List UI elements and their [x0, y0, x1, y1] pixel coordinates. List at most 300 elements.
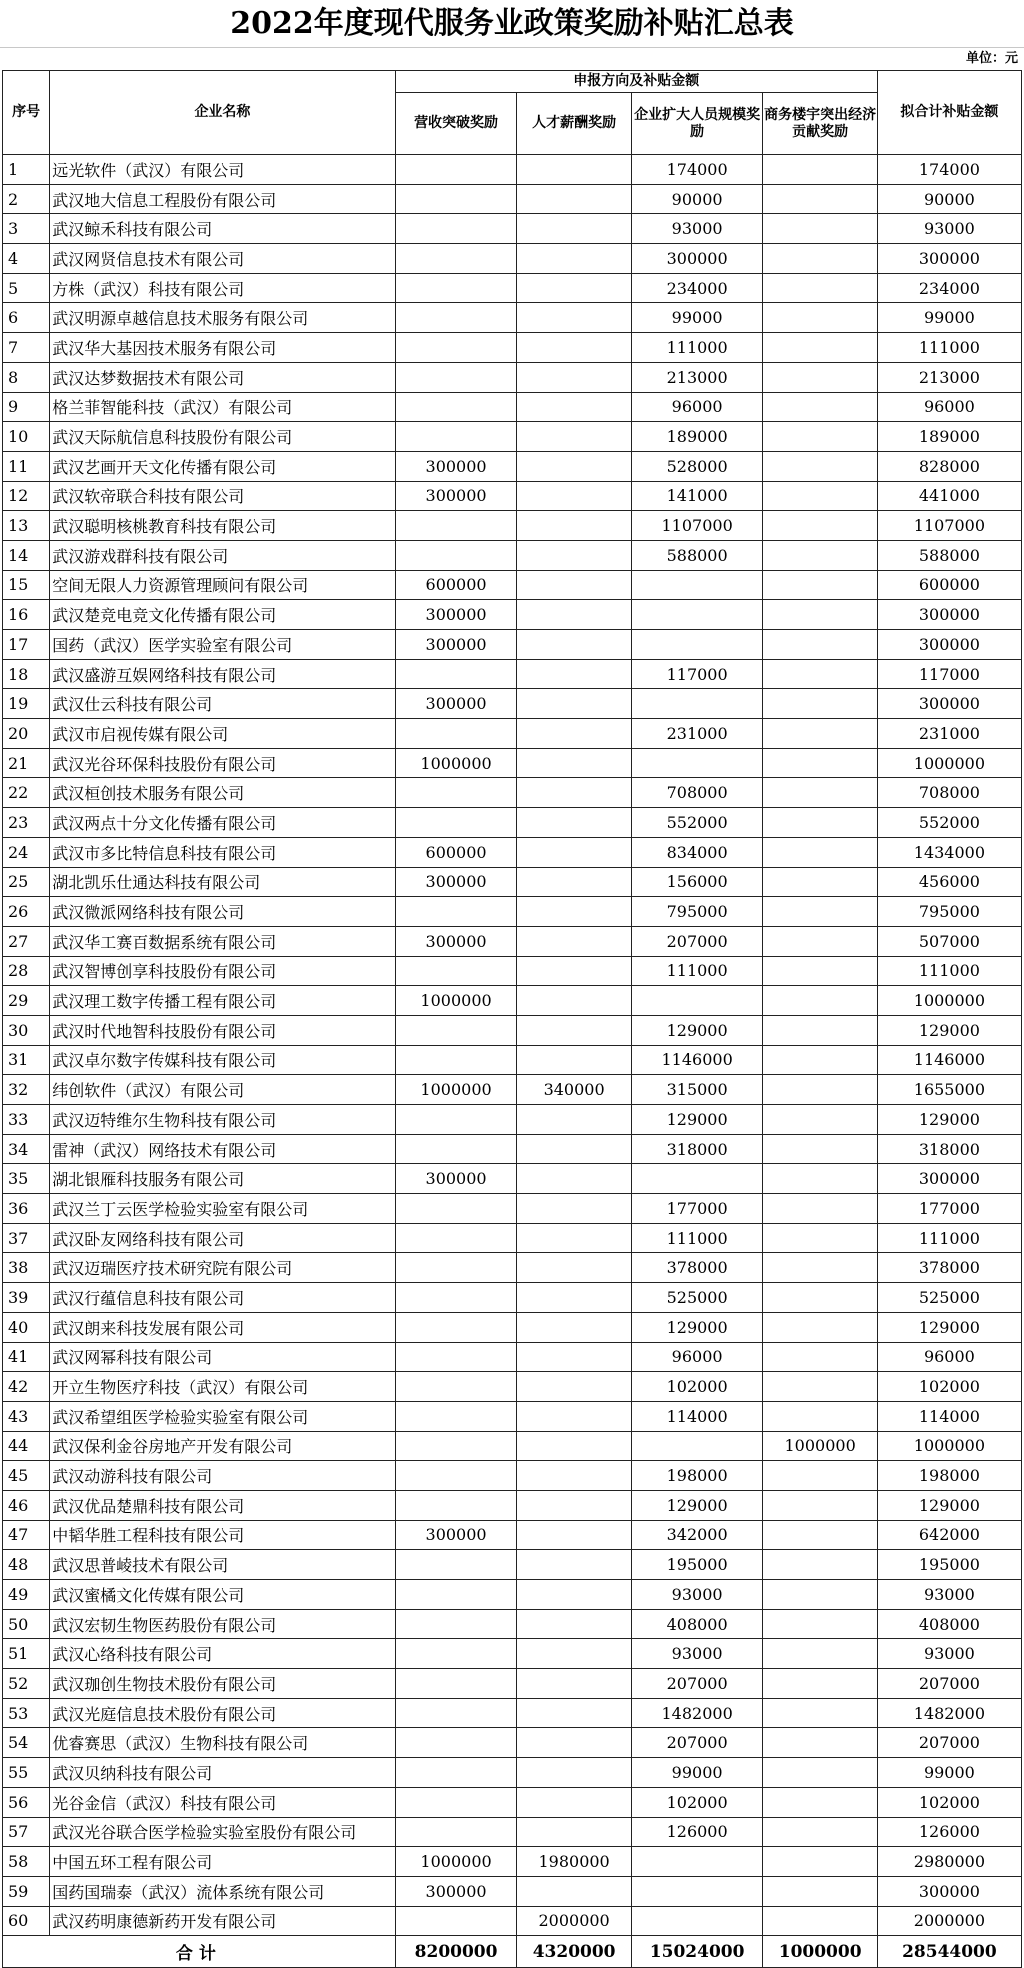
header-revenue: 营收突破奖励 [395, 93, 517, 155]
cell-revenue: 300000 [395, 1164, 517, 1194]
cell-index: 16 [3, 600, 50, 630]
cell-expansion: 189000 [631, 422, 763, 452]
table-row [3, 1253, 1022, 1283]
cell-expansion: 213000 [631, 362, 763, 392]
cell-total: 318000 [877, 1134, 1021, 1164]
cell-expansion [631, 630, 763, 660]
cell-expansion: 300000 [631, 244, 763, 274]
table-row [3, 570, 1022, 600]
cell-total: 126000 [877, 1817, 1021, 1847]
cell-building [763, 451, 877, 481]
cell-company: 武汉智博创享科技股份有限公司 [50, 956, 395, 986]
cell-building [763, 422, 877, 452]
cell-total: 507000 [877, 926, 1021, 956]
cell-building [763, 689, 877, 719]
cell-building [763, 1461, 877, 1491]
total-expansion: 15024000 [631, 1936, 763, 1968]
cell-expansion: 102000 [631, 1787, 763, 1817]
cell-company: 武汉微派网络科技有限公司 [50, 897, 395, 927]
cell-building [763, 1015, 877, 1045]
cell-talent [517, 1134, 631, 1164]
cell-index: 41 [3, 1342, 50, 1372]
cell-expansion: 795000 [631, 897, 763, 927]
cell-building [763, 1134, 877, 1164]
cell-index: 38 [3, 1253, 50, 1283]
cell-building [763, 362, 877, 392]
cell-talent [517, 897, 631, 927]
cell-index: 15 [3, 570, 50, 600]
subsidy-table [2, 70, 1022, 1968]
cell-total: 1482000 [877, 1698, 1021, 1728]
cell-index: 26 [3, 897, 50, 927]
cell-revenue: 300000 [395, 1876, 517, 1906]
cell-index: 28 [3, 956, 50, 986]
cell-total: 174000 [877, 155, 1021, 185]
cell-total: 300000 [877, 1876, 1021, 1906]
cell-building [763, 1164, 877, 1194]
cell-expansion: 708000 [631, 778, 763, 808]
header-building: 商务楼宇突出经济贡献奖励 [763, 93, 877, 155]
cell-company: 武汉游戏群科技有限公司 [50, 540, 395, 570]
cell-expansion: 207000 [631, 1669, 763, 1699]
cell-total: 96000 [877, 1342, 1021, 1372]
cell-revenue: 300000 [395, 867, 517, 897]
table-row [3, 540, 1022, 570]
cell-building [763, 1253, 877, 1283]
table-row [3, 1431, 1022, 1461]
cell-revenue [395, 540, 517, 570]
cell-total: 129000 [877, 1490, 1021, 1520]
cell-index: 58 [3, 1847, 50, 1877]
cell-index: 32 [3, 1075, 50, 1105]
cell-revenue [395, 1223, 517, 1253]
cell-building [763, 1194, 877, 1224]
cell-index: 14 [3, 540, 50, 570]
table-row [3, 837, 1022, 867]
cell-total: 129000 [877, 1015, 1021, 1045]
cell-building [763, 392, 877, 422]
cell-expansion: 1482000 [631, 1698, 763, 1728]
cell-expansion: 126000 [631, 1817, 763, 1847]
cell-revenue: 300000 [395, 689, 517, 719]
cell-building [763, 1609, 877, 1639]
cell-revenue [395, 897, 517, 927]
cell-revenue [395, 1698, 517, 1728]
cell-talent [517, 540, 631, 570]
table-row [3, 511, 1022, 541]
cell-talent [517, 1639, 631, 1669]
cell-building [763, 1342, 877, 1372]
table-row [3, 244, 1022, 274]
total-revenue: 8200000 [395, 1936, 517, 1968]
cell-total: 378000 [877, 1253, 1021, 1283]
cell-talent [517, 1817, 631, 1847]
cell-revenue [395, 333, 517, 363]
cell-revenue [395, 1787, 517, 1817]
cell-building [763, 303, 877, 333]
table-row [3, 1223, 1022, 1253]
cell-total: 408000 [877, 1609, 1021, 1639]
cell-total: 189000 [877, 422, 1021, 452]
cell-building [763, 1105, 877, 1135]
cell-index: 21 [3, 748, 50, 778]
cell-total: 600000 [877, 570, 1021, 600]
table-row [3, 1787, 1022, 1817]
cell-total: 111000 [877, 1223, 1021, 1253]
table-row [3, 1728, 1022, 1758]
cell-building [763, 778, 877, 808]
cell-talent [517, 1490, 631, 1520]
cell-talent [517, 184, 631, 214]
cell-total: 1000000 [877, 748, 1021, 778]
cell-total: 1655000 [877, 1075, 1021, 1105]
table-row [3, 1342, 1022, 1372]
cell-talent [517, 422, 631, 452]
cell-index: 4 [3, 244, 50, 274]
cell-index: 37 [3, 1223, 50, 1253]
cell-talent [517, 808, 631, 838]
cell-index: 31 [3, 1045, 50, 1075]
table-row [3, 808, 1022, 838]
cell-company: 武汉药明康德新药开发有限公司 [50, 1906, 395, 1936]
cell-expansion: 156000 [631, 867, 763, 897]
cell-total: 231000 [877, 719, 1021, 749]
cell-building: 1000000 [763, 1431, 877, 1461]
cell-talent [517, 778, 631, 808]
cell-total: 300000 [877, 1164, 1021, 1194]
total-amount: 28544000 [877, 1936, 1021, 1968]
cell-index: 3 [3, 214, 50, 244]
table-row [3, 392, 1022, 422]
table-row [3, 1283, 1022, 1313]
cell-company: 武汉蜜橘文化传媒有限公司 [50, 1580, 395, 1610]
cell-total: 207000 [877, 1728, 1021, 1758]
cell-index: 50 [3, 1609, 50, 1639]
cell-index: 9 [3, 392, 50, 422]
cell-index: 24 [3, 837, 50, 867]
cell-expansion: 207000 [631, 1728, 763, 1758]
cell-talent [517, 837, 631, 867]
cell-company: 武汉华工赛百数据系统有限公司 [50, 926, 395, 956]
cell-total: 129000 [877, 1105, 1021, 1135]
cell-revenue [395, 1194, 517, 1224]
cell-company: 远光软件（武汉）有限公司 [50, 155, 395, 185]
cell-building [763, 1787, 877, 1817]
table-row [3, 600, 1022, 630]
cell-talent [517, 1580, 631, 1610]
cell-building [763, 1580, 877, 1610]
cell-talent [517, 1550, 631, 1580]
table-row [3, 719, 1022, 749]
cell-building [763, 1817, 877, 1847]
cell-talent [517, 570, 631, 600]
cell-company: 武汉时代地智科技股份有限公司 [50, 1015, 395, 1045]
cell-revenue [395, 214, 517, 244]
cell-revenue [395, 1342, 517, 1372]
table-row [3, 481, 1022, 511]
cell-revenue [395, 1728, 517, 1758]
cell-talent [517, 1461, 631, 1491]
cell-expansion: 129000 [631, 1490, 763, 1520]
cell-index: 40 [3, 1312, 50, 1342]
cell-index: 5 [3, 273, 50, 303]
cell-expansion: 234000 [631, 273, 763, 303]
cell-total: 195000 [877, 1550, 1021, 1580]
cell-revenue [395, 1372, 517, 1402]
cell-total: 99000 [877, 303, 1021, 333]
total-label: 合计 [3, 1936, 396, 1968]
cell-expansion [631, 1847, 763, 1877]
header-group: 申报方向及补贴金额 [395, 71, 877, 93]
cell-revenue [395, 362, 517, 392]
cell-revenue [395, 956, 517, 986]
table-row [3, 1847, 1022, 1877]
cell-index: 44 [3, 1431, 50, 1461]
cell-talent: 340000 [517, 1075, 631, 1105]
cell-total: 207000 [877, 1669, 1021, 1699]
table-row [3, 333, 1022, 363]
cell-expansion [631, 1164, 763, 1194]
table-row [3, 422, 1022, 452]
table-row [3, 1758, 1022, 1788]
cell-revenue [395, 1669, 517, 1699]
cell-revenue: 300000 [395, 600, 517, 630]
cell-expansion: 177000 [631, 1194, 763, 1224]
cell-building [763, 1372, 877, 1402]
cell-total: 129000 [877, 1312, 1021, 1342]
cell-building [763, 719, 877, 749]
cell-index: 36 [3, 1194, 50, 1224]
table-row [3, 1520, 1022, 1550]
cell-talent [517, 1253, 631, 1283]
cell-index: 54 [3, 1728, 50, 1758]
cell-talent [517, 1164, 631, 1194]
cell-building [763, 214, 877, 244]
cell-expansion: 588000 [631, 540, 763, 570]
cell-building [763, 1490, 877, 1520]
cell-revenue: 300000 [395, 481, 517, 511]
cell-total: 213000 [877, 362, 1021, 392]
cell-company: 国药（武汉）医学实验室有限公司 [50, 630, 395, 660]
cell-expansion: 90000 [631, 184, 763, 214]
cell-company: 中韬华胜工程科技有限公司 [50, 1520, 395, 1550]
cell-building [763, 1639, 877, 1669]
cell-company: 武汉明源卓越信息技术服务有限公司 [50, 303, 395, 333]
cell-expansion: 315000 [631, 1075, 763, 1105]
cell-expansion: 93000 [631, 1580, 763, 1610]
header-talent: 人才薪酬奖励 [517, 93, 631, 155]
cell-talent [517, 986, 631, 1016]
table-row [3, 689, 1022, 719]
cell-building [763, 1906, 877, 1936]
cell-company: 武汉聪明核桃教育科技有限公司 [50, 511, 395, 541]
cell-building [763, 1045, 877, 1075]
cell-expansion: 96000 [631, 1342, 763, 1372]
cell-index: 19 [3, 689, 50, 719]
cell-talent [517, 244, 631, 274]
cell-company: 武汉优品楚鼎科技有限公司 [50, 1490, 395, 1520]
table-row [3, 630, 1022, 660]
cell-building [763, 540, 877, 570]
cell-expansion: 408000 [631, 1609, 763, 1639]
cell-company: 武汉动游科技有限公司 [50, 1461, 395, 1491]
cell-company: 武汉网贤信息技术有限公司 [50, 244, 395, 274]
cell-expansion: 99000 [631, 1758, 763, 1788]
cell-company: 武汉光庭信息技术股份有限公司 [50, 1698, 395, 1728]
cell-total: 708000 [877, 778, 1021, 808]
table-row [3, 1075, 1022, 1105]
cell-revenue [395, 1817, 517, 1847]
cell-total: 117000 [877, 659, 1021, 689]
cell-expansion: 129000 [631, 1105, 763, 1135]
cell-building [763, 244, 877, 274]
cell-expansion: 111000 [631, 333, 763, 363]
cell-total: 93000 [877, 214, 1021, 244]
cell-company: 武汉桓创技术服务有限公司 [50, 778, 395, 808]
cell-company: 武汉贝纳科技有限公司 [50, 1758, 395, 1788]
cell-expansion: 528000 [631, 451, 763, 481]
cell-index: 56 [3, 1787, 50, 1817]
cell-total: 1000000 [877, 1431, 1021, 1461]
cell-index: 57 [3, 1817, 50, 1847]
cell-revenue [395, 511, 517, 541]
table-row [3, 1490, 1022, 1520]
header-total: 拟合计补贴金额 [877, 71, 1021, 155]
cell-index: 42 [3, 1372, 50, 1402]
cell-total: 300000 [877, 600, 1021, 630]
cell-revenue [395, 184, 517, 214]
table-row [3, 1817, 1022, 1847]
cell-expansion: 111000 [631, 956, 763, 986]
cell-index: 27 [3, 926, 50, 956]
table-row [3, 303, 1022, 333]
header-company: 企业名称 [50, 71, 395, 155]
cell-company: 武汉光谷联合医学检验实验室股份有限公司 [50, 1817, 395, 1847]
cell-expansion: 552000 [631, 808, 763, 838]
cell-expansion: 174000 [631, 155, 763, 185]
cell-total: 99000 [877, 1758, 1021, 1788]
cell-talent [517, 1105, 631, 1135]
cell-expansion [631, 689, 763, 719]
cell-revenue [395, 1758, 517, 1788]
cell-talent [517, 1758, 631, 1788]
cell-revenue [395, 422, 517, 452]
cell-revenue [395, 1490, 517, 1520]
cell-expansion: 129000 [631, 1015, 763, 1045]
cell-company: 武汉市启视传媒有限公司 [50, 719, 395, 749]
cell-total: 525000 [877, 1283, 1021, 1313]
cell-talent [517, 926, 631, 956]
cell-total: 300000 [877, 689, 1021, 719]
cell-building [763, 1758, 877, 1788]
cell-talent [517, 1283, 631, 1313]
total-row [3, 1936, 1022, 1968]
cell-revenue [395, 808, 517, 838]
header-expansion: 企业扩大人员规模奖励 [631, 93, 763, 155]
cell-revenue: 1000000 [395, 1075, 517, 1105]
table-row [3, 956, 1022, 986]
cell-talent [517, 867, 631, 897]
cell-total: 111000 [877, 956, 1021, 986]
table-body [3, 155, 1022, 1936]
cell-talent: 2000000 [517, 1906, 631, 1936]
cell-building [763, 837, 877, 867]
cell-revenue [395, 1461, 517, 1491]
cell-company: 格兰菲智能科技（武汉）有限公司 [50, 392, 395, 422]
cell-index: 17 [3, 630, 50, 660]
table-row [3, 1015, 1022, 1045]
cell-index: 10 [3, 422, 50, 452]
cell-building [763, 1075, 877, 1105]
cell-total: 552000 [877, 808, 1021, 838]
cell-talent [517, 1728, 631, 1758]
cell-expansion: 93000 [631, 214, 763, 244]
cell-talent [517, 214, 631, 244]
cell-company: 开立生物医疗科技（武汉）有限公司 [50, 1372, 395, 1402]
cell-building [763, 1728, 877, 1758]
cell-building [763, 570, 877, 600]
cell-building [763, 511, 877, 541]
cell-talent [517, 1372, 631, 1402]
cell-company: 武汉华大基因技术服务有限公司 [50, 333, 395, 363]
cell-revenue [395, 244, 517, 274]
cell-index: 18 [3, 659, 50, 689]
cell-company: 武汉卧友网络科技有限公司 [50, 1223, 395, 1253]
cell-expansion [631, 600, 763, 630]
cell-total: 588000 [877, 540, 1021, 570]
cell-total: 300000 [877, 244, 1021, 274]
cell-talent [517, 956, 631, 986]
cell-index: 34 [3, 1134, 50, 1164]
cell-revenue [395, 1134, 517, 1164]
cell-talent [517, 1401, 631, 1431]
cell-building [763, 333, 877, 363]
cell-building [763, 1401, 877, 1431]
cell-revenue [395, 303, 517, 333]
cell-talent: 1980000 [517, 1847, 631, 1877]
cell-total: 234000 [877, 273, 1021, 303]
cell-building [763, 986, 877, 1016]
cell-building [763, 1283, 877, 1313]
cell-company: 湖北银雁科技服务有限公司 [50, 1164, 395, 1194]
cell-company: 武汉盛游互娱网络科技有限公司 [50, 659, 395, 689]
cell-revenue [395, 1609, 517, 1639]
cell-building [763, 155, 877, 185]
cell-index: 52 [3, 1669, 50, 1699]
table-row [3, 1609, 1022, 1639]
table-row [3, 1639, 1022, 1669]
cell-revenue: 300000 [395, 630, 517, 660]
cell-total: 441000 [877, 481, 1021, 511]
cell-talent [517, 1787, 631, 1817]
table-row [3, 867, 1022, 897]
table-row [3, 1669, 1022, 1699]
cell-building [763, 659, 877, 689]
cell-company: 武汉达梦数据技术有限公司 [50, 362, 395, 392]
cell-company: 武汉兰丁云医学检验实验室有限公司 [50, 1194, 395, 1224]
cell-index: 29 [3, 986, 50, 1016]
cell-talent [517, 155, 631, 185]
cell-talent [517, 1609, 631, 1639]
cell-expansion: 129000 [631, 1312, 763, 1342]
cell-index: 6 [3, 303, 50, 333]
cell-total: 114000 [877, 1401, 1021, 1431]
cell-total: 300000 [877, 630, 1021, 660]
cell-expansion: 195000 [631, 1550, 763, 1580]
cell-building [763, 1698, 877, 1728]
cell-index: 30 [3, 1015, 50, 1045]
cell-revenue [395, 1105, 517, 1135]
